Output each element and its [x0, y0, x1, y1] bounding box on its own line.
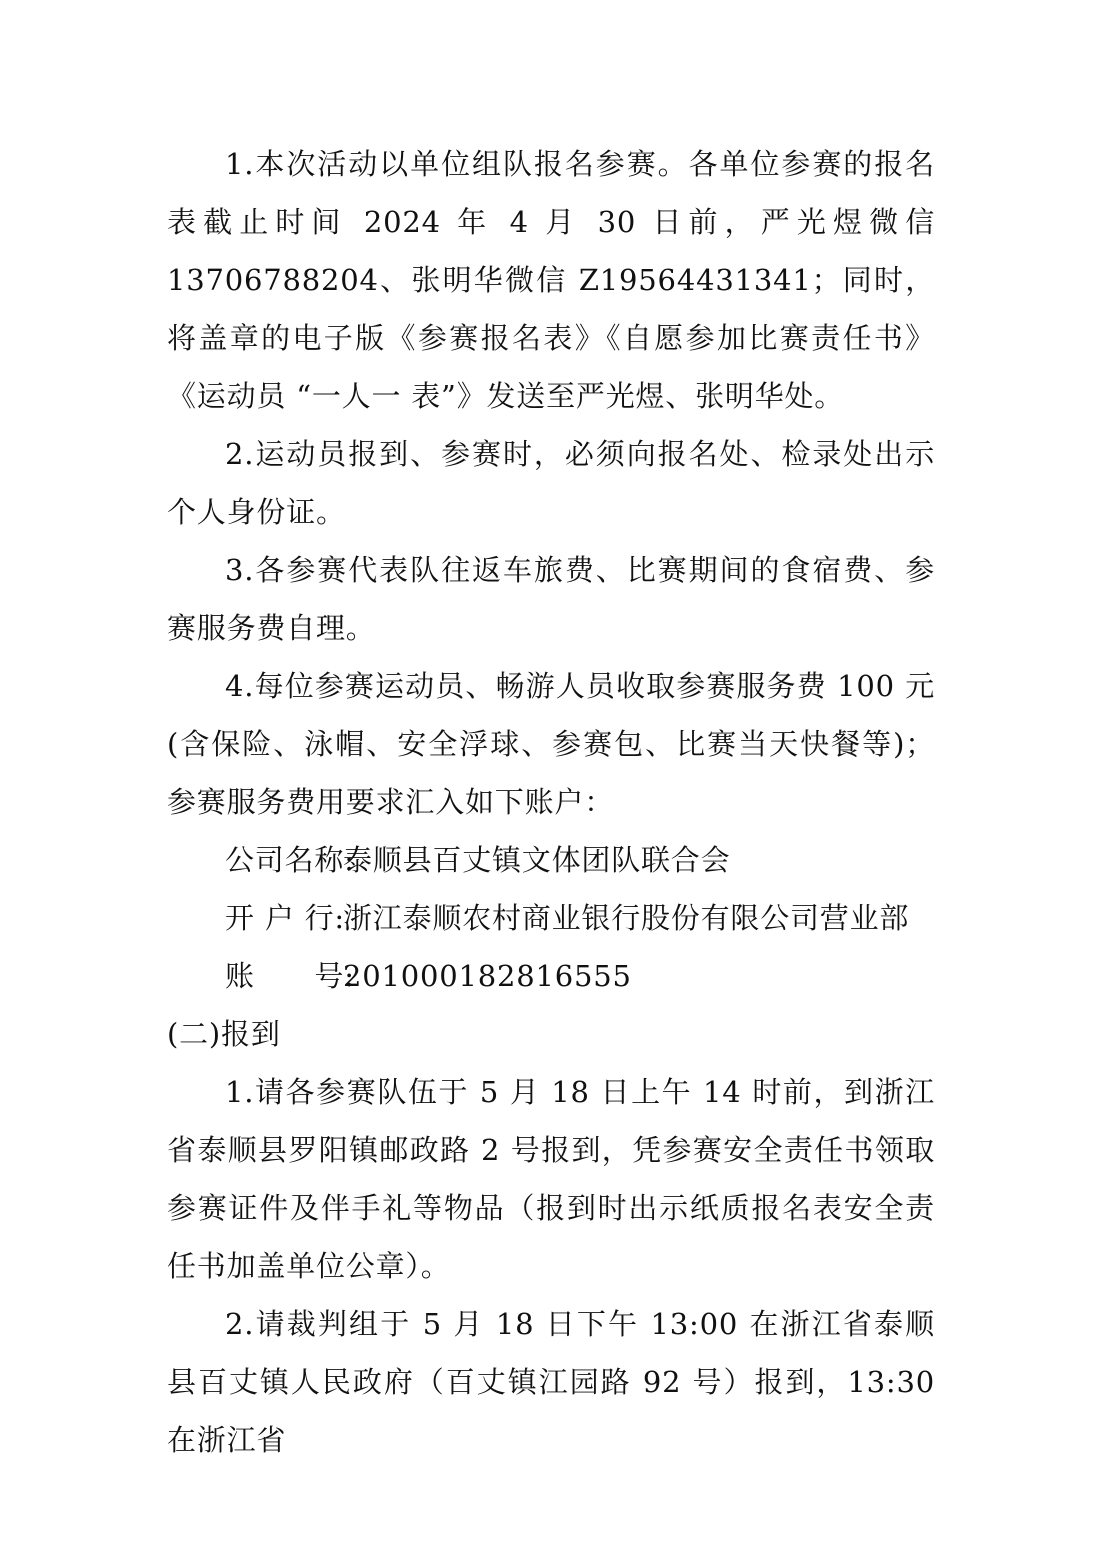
account-number-row: [167, 947, 935, 1005]
account-company-value: 泰顺县百丈镇文体团队联合会: [343, 843, 731, 877]
account-number-label: 账 号:: [225, 959, 355, 993]
account-bank-value: 浙江泰顺农村商业银行股份有限公司营业部: [343, 901, 910, 935]
account-bank-label: 开 户 行:: [225, 901, 346, 935]
paragraph-registration-deadline: 1.本次活动以单位组队报名参赛。各单位参赛的报名表截止时间 2024 年 4 月 30 日前，严光煜微信 13706788204、张明华微信 Z19564431341；同时，将盖章的电子版《参赛报名表》《自愿参加比赛责任书》《运动员 “一人一 表”》发送至严光煜、张明华处。: [167, 147, 935, 413]
document-body: [167, 135, 935, 1469]
account-company-row: [167, 831, 935, 889]
paragraph-expenses: 3.各参赛代表队往返车旅费、比赛期间的食宿费、参赛服务费自理。: [167, 553, 935, 645]
paragraph-referee-checkin: 2.请裁判组于 5 月 18 日下午 13:00 在浙江省泰顺县百丈镇人民政府（百丈镇江园路 92 号）报到，13:30 在浙江省: [167, 1307, 935, 1457]
section-heading-checkin: (二)报到: [167, 1017, 281, 1051]
account-number-value: 201000182816555: [343, 959, 632, 993]
account-bank-row: [167, 889, 935, 947]
account-company-label: 公司名称:: [225, 843, 355, 877]
paragraph-team-checkin: 1.请各参赛队伍于 5 月 18 日上午 14 时前，到浙江省泰顺县罗阳镇邮政路 2 号报到，凭参赛安全责任书领取参赛证件及伴手礼等物品（报到时出示纸质报名表安全责任书加盖单位公章）。: [167, 1075, 935, 1283]
paragraph-id-requirement: 2.运动员报到、参赛时，必须向报名处、检录处出示个人身份证。: [167, 437, 935, 529]
paragraph-service-fee: 4.每位参赛运动员、畅游人员收取参赛服务费 100 元(含保险、泳帽、安全浮球、参赛包、比赛当天快餐等)；参赛服务费用要求汇入如下账户：: [167, 669, 935, 819]
